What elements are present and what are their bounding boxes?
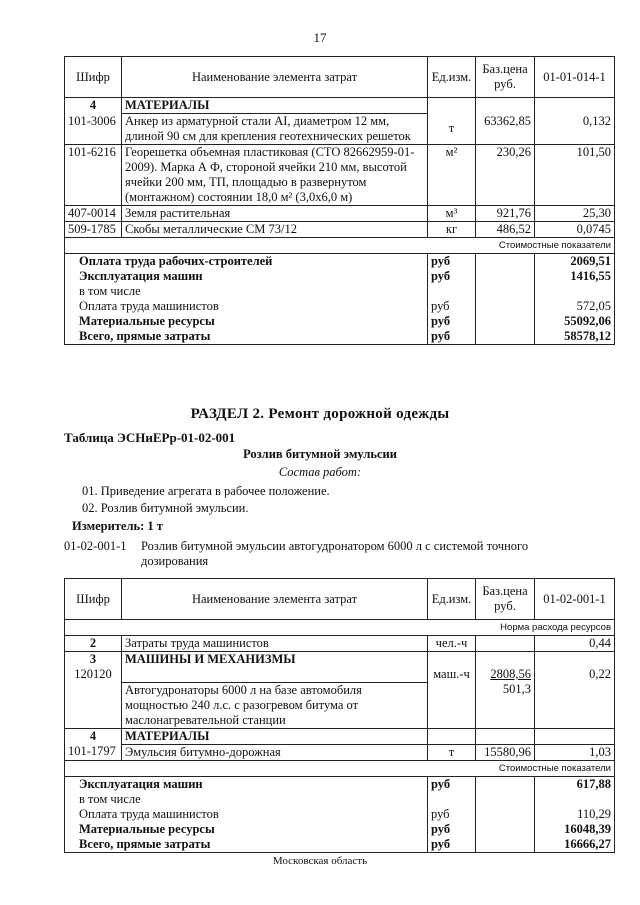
row-name: Земля растительная	[122, 206, 428, 222]
summary-row	[65, 254, 615, 270]
summary-value: 1416,55	[535, 269, 615, 284]
summary-value: 55092,06	[535, 314, 615, 329]
header-code: Шифр	[65, 579, 122, 620]
summary-header-row	[65, 760, 615, 776]
section-row	[65, 728, 615, 744]
section-number: 3 120120	[65, 652, 122, 683]
row-name: Автогудронаторы 6000 л на базе автомобиля мощностью 240 л.с. с разогревом битума от маслонагревательной станции	[122, 682, 428, 728]
summary-row	[65, 776, 615, 792]
summary-label: Эксплуатация машин	[65, 776, 428, 792]
summary-label: в том числе	[65, 792, 428, 807]
row-qty: 101,50	[535, 145, 615, 206]
summary-value: 110,29	[535, 807, 615, 822]
section-label: МАШИНЫ И МЕХАНИЗМЫ	[122, 652, 428, 683]
row-price: 486,52	[476, 222, 535, 238]
summary-row	[65, 837, 615, 853]
summary-label: Оплата труда машинистов	[65, 807, 428, 822]
table-row	[65, 744, 615, 760]
section-row	[65, 652, 615, 683]
row-unit: т	[428, 744, 476, 760]
row-price: 2808,56 501,3	[476, 652, 535, 729]
summary-value: 16048,39	[535, 822, 615, 837]
summary-header: Стоимостные показатели	[65, 760, 615, 776]
section-label: МАТЕРИАЛЫ	[122, 728, 428, 744]
summary-header: Стоимостные показатели	[65, 238, 615, 254]
header-price: Баз.цена руб.	[476, 57, 535, 98]
summary-unit: руб	[428, 837, 476, 853]
header-unit: Ед.изм.	[428, 579, 476, 620]
summary-label: Материальные ресурсы	[65, 822, 428, 837]
section-label: МАТЕРИАЛЫ	[122, 98, 428, 114]
summary-label: Материальные ресурсы	[65, 314, 428, 329]
summary-header-row	[65, 238, 615, 254]
table-id: Таблица ЭСНиЕРр-01-02-001	[64, 430, 236, 445]
summary-label: Всего, прямые затраты	[65, 837, 428, 853]
section-number: 4	[65, 728, 122, 744]
header-rate-code: 01-01-014-1	[535, 57, 615, 98]
row-qty: 0,132	[535, 114, 615, 145]
norm-header: Норма расхода ресурсов	[65, 620, 615, 636]
header-rate-code: 01-02-001-1	[535, 579, 615, 620]
table-row	[65, 114, 615, 145]
table-row	[65, 206, 615, 222]
header-name: Наименование элемента затрат	[122, 57, 428, 98]
operation-title: Розлив битумной эмульсии	[243, 447, 397, 461]
norm-header-row	[65, 620, 615, 636]
row-qty: 0,0745	[535, 222, 615, 238]
summary-value: 617,88	[535, 776, 615, 792]
table-row	[65, 636, 615, 652]
row-code: 101-6216	[65, 145, 122, 206]
row-qty: 1,03	[535, 744, 615, 760]
work-item: 02. Розлив битумной эмульсии.	[82, 501, 249, 515]
summary-label: в том числе	[65, 284, 428, 299]
summary-label: Всего, прямые затраты	[65, 329, 428, 345]
summary-unit: руб	[428, 776, 476, 792]
row-unit: кг	[428, 222, 476, 238]
summary-row	[65, 314, 615, 329]
summary-value: 2069,51	[535, 254, 615, 270]
summary-value: 58578,12	[535, 329, 615, 345]
row-qty: 25,30	[535, 206, 615, 222]
summary-unit: руб	[428, 254, 476, 270]
row-price: 921,76	[476, 206, 535, 222]
summary-row	[65, 284, 615, 299]
rate-description: Розлив битумной эмульсии автогудронатором 6000 л с системой точного дозирования	[141, 539, 529, 568]
summary-value: 572,05	[535, 299, 615, 314]
row-unit: т	[428, 114, 476, 145]
summary-unit: руб	[428, 314, 476, 329]
section-title: РАЗДЕЛ 2. Ремонт дорожной одежды	[190, 406, 450, 422]
row-unit: м²	[428, 145, 476, 206]
row-price: 63362,85	[476, 114, 535, 145]
table-header-row	[65, 57, 615, 98]
footer: Московская область	[272, 855, 368, 867]
row-unit: м³	[428, 206, 476, 222]
summary-row	[65, 269, 615, 284]
summary-row	[65, 807, 615, 822]
header-price: Баз.цена руб.	[476, 579, 535, 620]
summary-value: 16666,27	[535, 837, 615, 853]
section-number: 4	[65, 98, 122, 114]
work-item: 01. Приведение агрегата в рабочее положение.	[82, 484, 330, 498]
row-code: 407-0014	[65, 206, 122, 222]
cost-table-1	[64, 56, 615, 345]
row-price: 230,26	[476, 145, 535, 206]
summary-row	[65, 792, 615, 807]
row-code: 509-1785	[65, 222, 122, 238]
summary-unit: руб	[428, 329, 476, 345]
summary-unit: руб	[428, 299, 476, 314]
summary-unit: руб	[428, 822, 476, 837]
summary-unit: руб	[428, 807, 476, 822]
meter: Измеритель: 1 т	[72, 519, 163, 533]
summary-row	[65, 329, 615, 345]
row-unit: маш.-ч	[428, 652, 476, 729]
table-header-row	[65, 579, 615, 620]
cost-table-2	[64, 578, 615, 853]
summary-row	[65, 299, 615, 314]
row-code: 101-3006	[65, 114, 122, 145]
table-row	[65, 145, 615, 206]
summary-unit: руб	[428, 269, 476, 284]
row-name: Анкер из арматурной стали AI, диаметром 12 мм, длиной 90 см для крепления геотехнических решеток	[122, 114, 428, 145]
row-name: Георешетка объемная пластиковая (СТО 82662959-01-2009). Марка А Ф, стороной ячейки 210 мм, высотой ячейки 200 мм, ТП, площадью в развернутом (монтажном) состоянии 18,0 м² (3,0х6,0 м)	[122, 145, 428, 206]
row-qty: 0,22	[535, 652, 615, 729]
header-name: Наименование элемента затрат	[122, 579, 428, 620]
section-row	[65, 98, 615, 114]
table-row	[65, 222, 615, 238]
row-code: 101-1797	[65, 744, 122, 760]
summary-label: Эксплуатация машин	[65, 269, 428, 284]
row-unit: чел.-ч	[428, 636, 476, 652]
row-name: Затраты труда машинистов	[122, 636, 428, 652]
row-name: Эмульсия битумно-дорожная	[122, 744, 428, 760]
header-code: Шифр	[65, 57, 122, 98]
row-qty: 0,44	[535, 636, 615, 652]
summary-label: Оплата труда машинистов	[65, 299, 428, 314]
header-unit: Ед.изм.	[428, 57, 476, 98]
row-price: 15580,96	[476, 744, 535, 760]
rate-code: 01-02-001-1	[64, 539, 127, 553]
summary-row	[65, 822, 615, 837]
works-title: Состав работ:	[278, 465, 362, 479]
page-number: 17	[313, 30, 327, 45]
row-number: 2	[65, 636, 122, 652]
summary-label: Оплата труда рабочих-строителей	[65, 254, 428, 270]
row-name: Скобы металлические СМ 73/12	[122, 222, 428, 238]
